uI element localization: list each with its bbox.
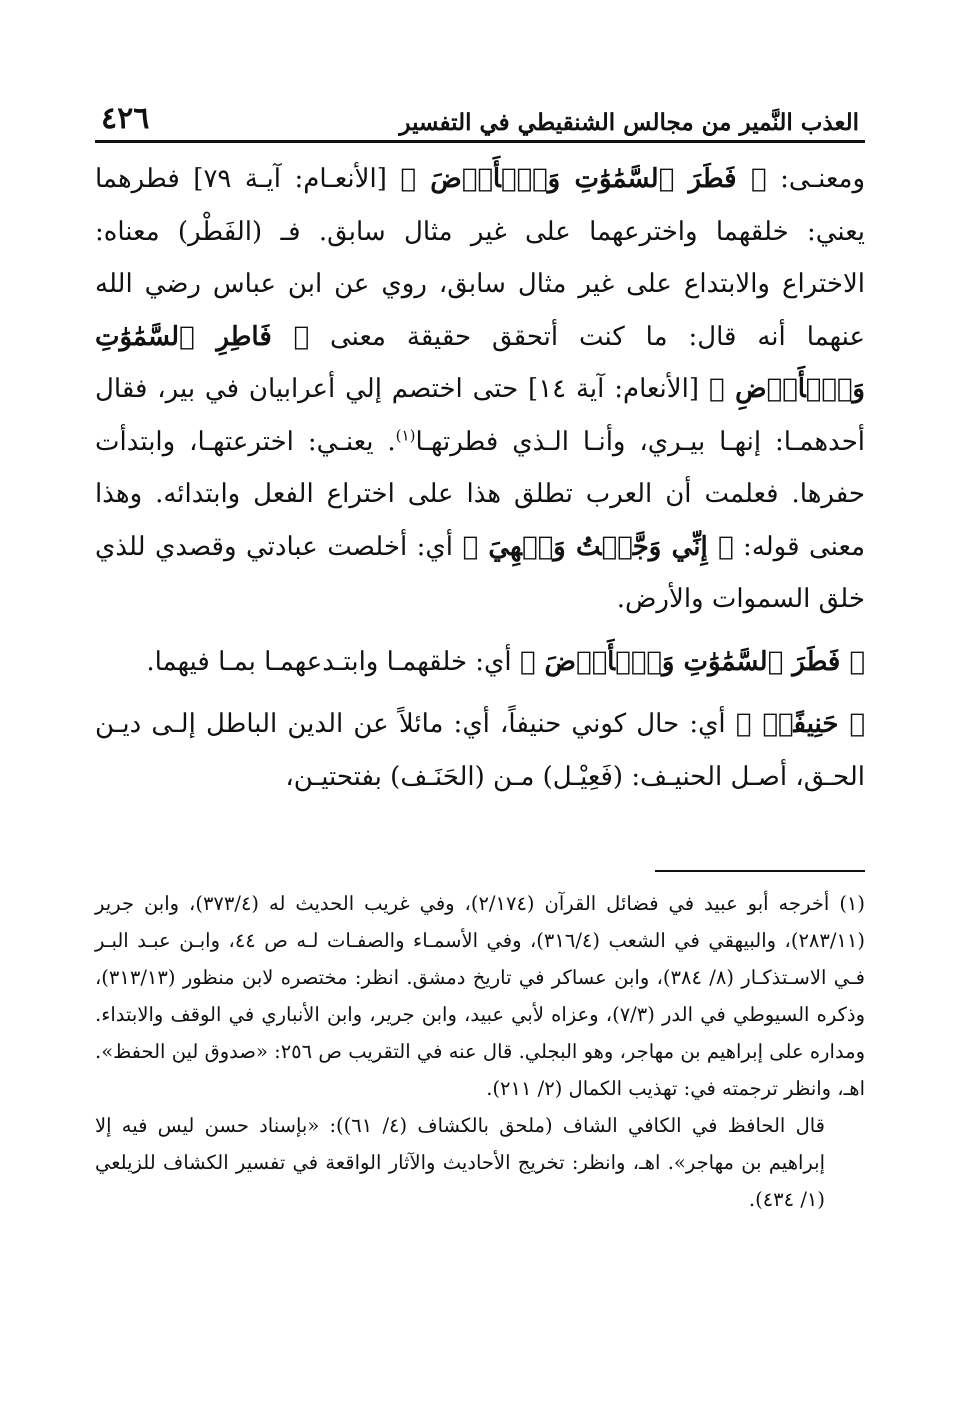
paragraph-1: [95, 153, 865, 626]
quran-verse: ﴿ فَطَرَ ٱلسَّمَٰوَٰتِ وَٱلۡأَرۡضَ ﴾: [400, 164, 767, 194]
running-title: العذب النَّمير من مجالس الشنقيطي في التفسير: [399, 109, 859, 136]
paragraph-2: [95, 636, 865, 689]
p1-text-2: [الأنعام: آية ١٤] حتى اختصم إلي أعرابيان في بير، فقال أحدهمـا: إنهـا بيـري، وأنـا الـذي فطرتهـا: [95, 374, 865, 457]
quran-verse: ﴿ فَاطِرِ ٱلسَّمَٰوَٰتِ وَٱلۡأَرۡضِ ﴾: [95, 321, 865, 404]
book-page: [95, 95, 865, 1385]
p2-text: أي: خلقهمـا وابتـدعهمـا بمـا فيهما.: [146, 646, 520, 677]
p1-text-4: أي: أخلصت عبادتي وقصدي للذي خلق السموات والأرض.: [95, 531, 865, 614]
p1-text-3: . يعنـي: اخترعتهـا، وابتدأت حفرها. فعلمت أن العرب تطلق هذا على اختراع الفعل وابتدائه. وهذا معنى قوله:: [95, 426, 865, 562]
quran-verse: ﴿ حَنِيفًاۖ ﴾: [735, 709, 865, 739]
p1-intro: ومعنـى:: [766, 164, 865, 194]
quran-verse: ﴿ فَطَرَ ٱلسَّمَٰوَٰتِ وَٱلۡأَرۡضَ ﴾: [519, 646, 865, 677]
footnote-number: (١): [839, 892, 866, 915]
main-text: [95, 153, 865, 803]
page-number: ٤٢٦: [101, 101, 150, 136]
footnote-divider: [655, 870, 865, 872]
page-header: [95, 95, 865, 143]
quran-verse: ﴿ إِنِّي وَجَّهۡتُ وَجۡهِيَ ﴾: [462, 531, 734, 562]
paragraph-3: [95, 698, 865, 803]
p1-text: [الأنعـام: آيـة ٧٩] فطرهما يعني: خلقهما واخترعهما على غير مثال سابق. فـ (الفَطْر) معناه: الاختراع والابتداع على غير مثال سابق، روي عن ابن عباس رضي الله عنهما أنه قال: ما كنت أتحقق حقيقة معنى: [95, 164, 865, 352]
footnote-1-continuation: قال الحافظ في الكافي الشاف (ملحق بالكشاف (٤/ ٦١)): «بإسناد حسن ليس فيه إلا إبراهيم بن مهاجر». اهـ، وانظر: تخريج الأحاديث والآثار الواقعة في تفسير الكشاف للزيلعي (١/ ٤٣٤).: [95, 1114, 825, 1211]
footnotes: [95, 885, 865, 1218]
footnote-reference[interactable]: (١): [395, 425, 416, 444]
p3-text: أي: حال كوني حنيفاً، أي: مائلاً عن الدين الباطل إلـى ديـن الحـق، أصـل الحنيـف: (فَعِيْـل) مـن (الحَنَـف) بفتحتيـن،: [95, 709, 865, 792]
footnote-text: أخرجه أبو عبيد في فضائل القرآن (٢/١٧٤)، وفي غريب الحديث له (٣٧٣/٤)، وابن جرير (٢٨٣/١١)، والبيهقي في الشعب (٣١٦/٤)، وفي الأسمـاء والصفـات لـه ص ٤٤، وابـن عبـد البـر فـي الاسـتذكـار (٨/ ٣٨٤)، وابن عساكر في تاريخ دمشق. انظر: مختصره لابن منظور (٣١٣/١٣)، وذكره السيوطي في الدر (٧/٣)، وعزاه لأبي عبيد، وابن جرير، وابن الأنباري في الوقف والابتداء. ومداره على إبراهيم بن مهاجر، وهو البجلي. قال عنه في التقريب ص ٢٥٦: «صدوق لين الحفظ». اهـ، وانظر ترجمته في: تهذيب الكمال (٢/ ٢١١).: [95, 892, 865, 1100]
footnote-1: [95, 885, 865, 1107]
